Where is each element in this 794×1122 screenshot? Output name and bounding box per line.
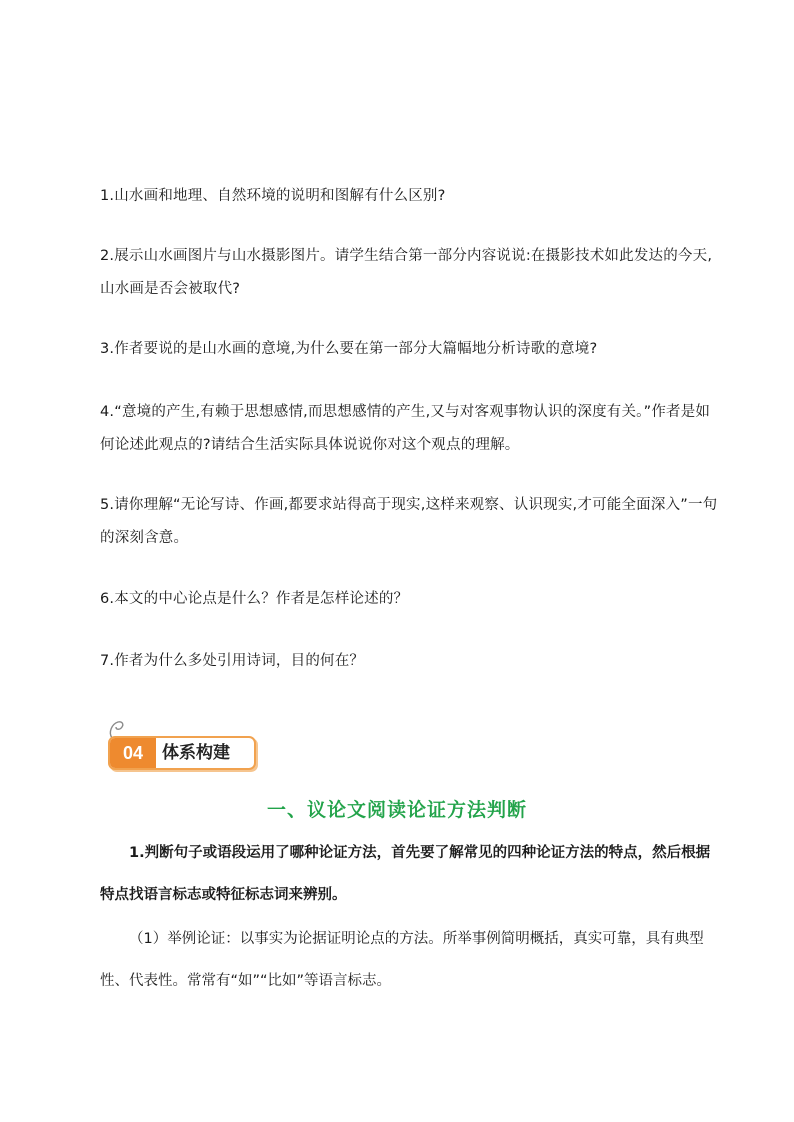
paragraph-2: （1）举例论证：以事实为论据证明论点的方法。所举事例简明概括，真实可靠，具有典型性、代表性。常常有“如”“比如”等语言标志。: [100, 931, 704, 989]
section-heading: 一、议论文阅读论证方法判断: [266, 799, 527, 821]
question-4: 4.“意境的产生,有赖于思想感情,而思想感情的产生,又与对客观事物认识的深度有关。”作者是如何论述此观点的?请结合生活实际具体说说你对这个观点的理解。: [100, 404, 711, 453]
badge-number: 04: [110, 738, 156, 768]
question-2: 2.展示山水画图片与山水摄影图片。请学生结合第一部分内容说说:在摄影技术如此发达的今天,山水画是否会被取代?: [100, 248, 713, 297]
question-6: 6.本文的中心论点是什么？作者是怎样论述的？: [100, 591, 409, 607]
question-3: 3.作者要说的是山水画的意境,为什么要在第一部分大篇幅地分析诗歌的意境?: [100, 341, 598, 357]
badge-title: 体系构建: [162, 743, 230, 763]
question-7: 7.作者为什么多处引用诗词，目的何在？: [100, 653, 365, 669]
question-1: 1.山水画和地理、自然环境的说明和图解有什么区别?: [100, 188, 446, 204]
question-5: 5.请你理解“无论写诗、作画,都要求站得高于现实,这样来观察、认识现实,才可能全面深入”一句的深刻含意。: [100, 497, 718, 546]
paragraph-1: 1.判断句子或语段运用了哪种论证方法，首先要了解常见的四种论证方法的特点，然后根据特点找语言标志或特征标志词来辨别。: [100, 845, 711, 903]
section-badge: [108, 728, 258, 774]
